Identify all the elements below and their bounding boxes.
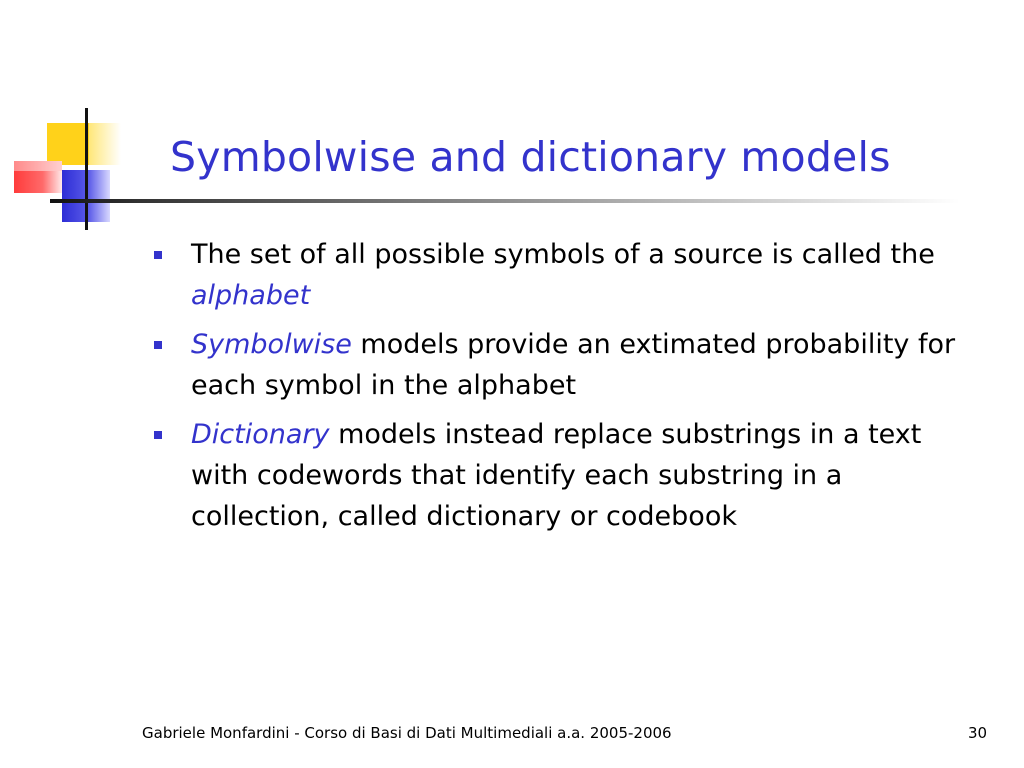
page-number: 30 <box>968 724 988 742</box>
slide-title: Symbolwise and dictionary models <box>170 133 891 181</box>
bullet-emphasis: alphabet <box>191 280 311 311</box>
square-bullet-icon <box>154 251 162 259</box>
square-bullet-icon <box>154 431 162 439</box>
bullet-text: The set of all possible symbols of a source is called the <box>191 239 935 270</box>
title-underline <box>50 199 960 203</box>
bullet-emphasis: Dictionary <box>191 419 330 450</box>
footer-text: Gabriele Monfardini - Corso di Basi di Dati Multimediali a.a. 2005-2006 <box>142 724 672 742</box>
bullet-text: models instead replace substrings in a text with codewords that identify each substring in a collection, called dictionary or codebook <box>191 419 922 532</box>
bullet-list <box>154 234 984 545</box>
bullet-item <box>154 324 984 406</box>
bullet-text: models provide an extimated probability for each symbol in the alphabet <box>191 329 956 401</box>
yellow-square-fade <box>89 123 121 165</box>
square-bullet-icon <box>154 341 162 349</box>
yellow-square <box>47 123 89 165</box>
bullet-emphasis: Symbolwise <box>191 329 352 360</box>
bullet-item <box>154 414 984 537</box>
bullet-item <box>154 234 984 316</box>
logo-vertical-line <box>85 108 88 230</box>
decorative-logo <box>0 0 170 240</box>
red-square-highlight <box>14 161 62 171</box>
